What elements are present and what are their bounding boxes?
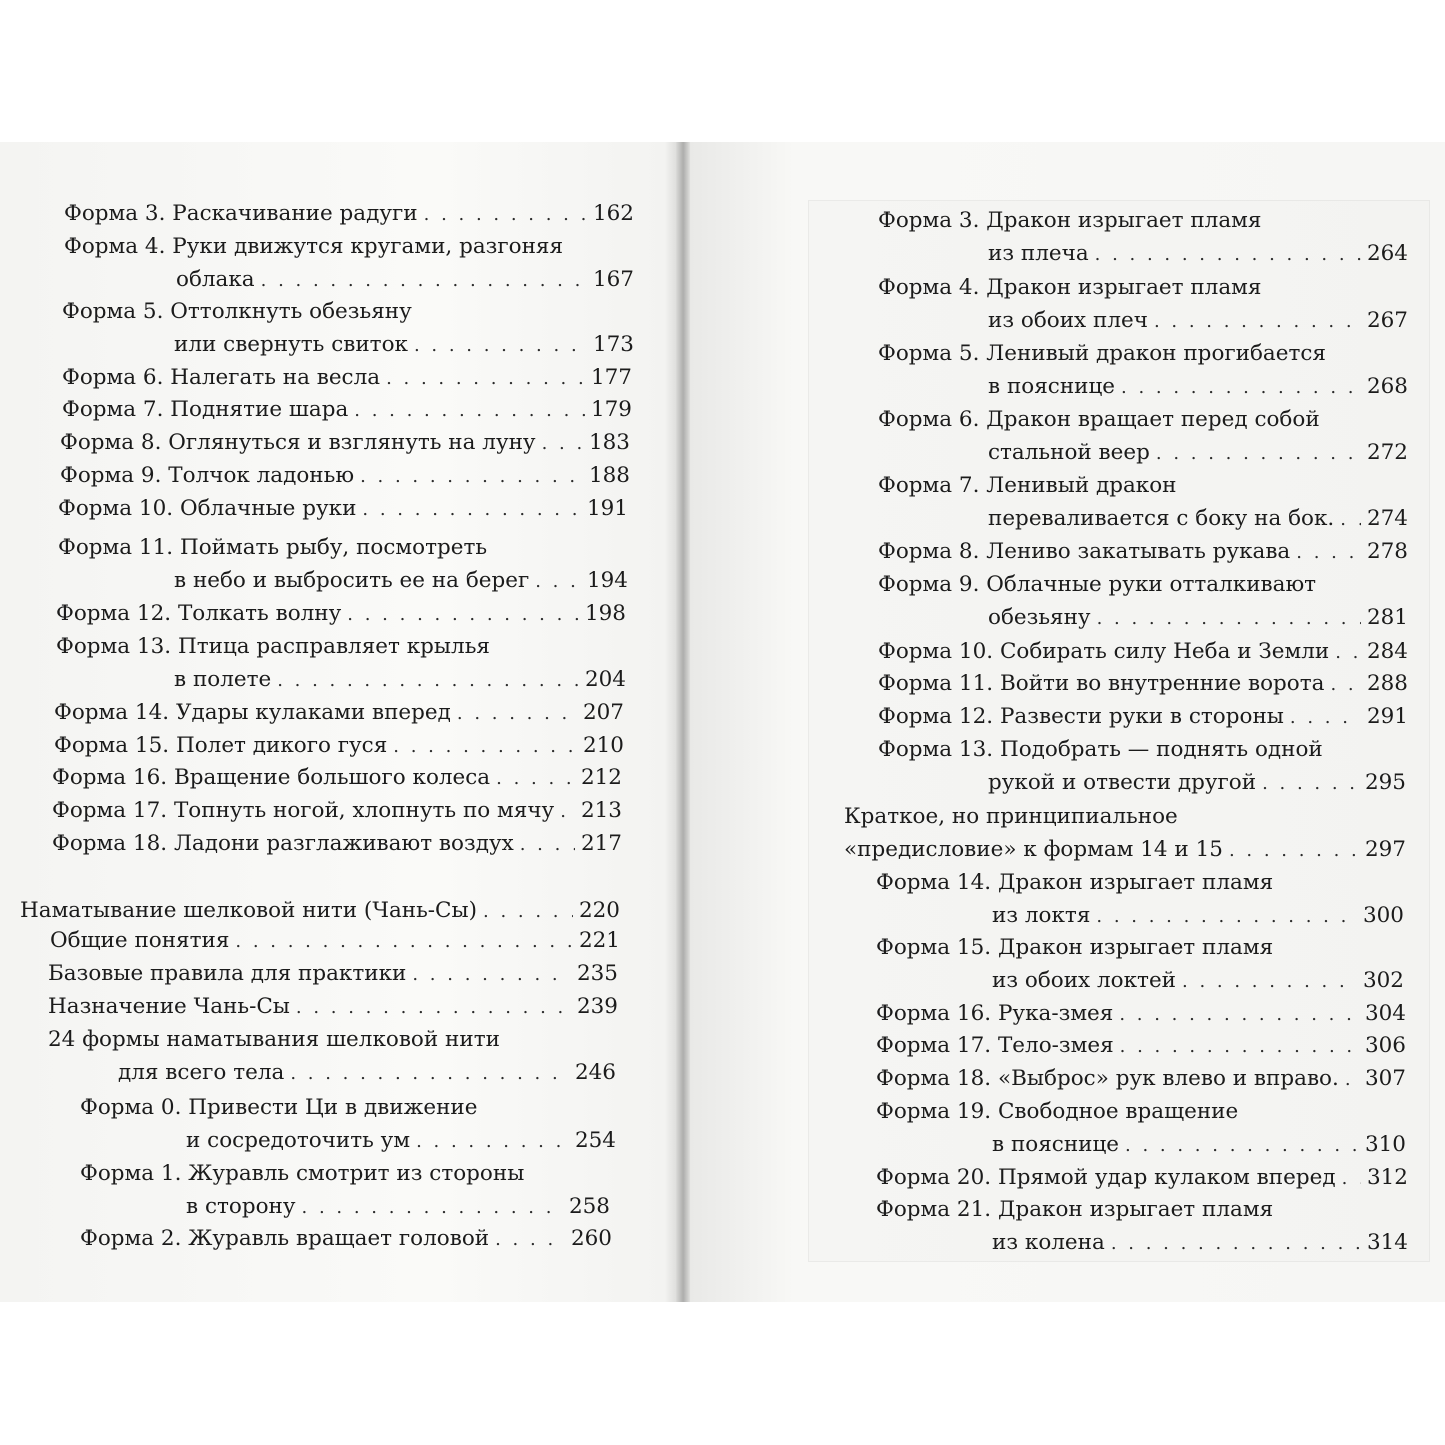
toc-entry-title — [58, 532, 487, 564]
toc-entry — [60, 460, 630, 493]
toc-entry-text: Назначение Чань-Сы — [48, 994, 290, 1019]
toc-entry-prefix: Форма 1. — [80, 1161, 189, 1186]
dot-leader — [1111, 1228, 1361, 1260]
toc-entry-text: Толкать волну — [177, 601, 342, 626]
toc-page-number: 267 — [1366, 307, 1408, 333]
toc-entry-title — [52, 762, 490, 794]
dot-leader — [354, 395, 585, 427]
toc-entry-prefix: Форма 8. — [60, 430, 169, 455]
toc-entry-title — [876, 1096, 1238, 1128]
toc-entry-title — [878, 205, 1261, 237]
dot-leader — [1330, 669, 1360, 701]
toc-entry-title-continued: в пояснице — [988, 373, 1116, 399]
toc-entry — [876, 1096, 1406, 1161]
toc-entry-text: Свободное вращение — [997, 1099, 1239, 1124]
dot-leader — [1335, 637, 1361, 669]
dot-leader — [457, 698, 577, 730]
toc-entry — [54, 697, 624, 730]
dot-leader — [1342, 1163, 1361, 1195]
dot-leader — [386, 363, 585, 395]
toc-entry-text: Подобрать — поднять одной — [999, 737, 1323, 762]
toc-entry-prefix: Форма 9. — [60, 463, 169, 488]
toc-entry — [56, 631, 626, 696]
toc-page-number: 254 — [574, 1127, 616, 1153]
toc-page-number: 288 — [1366, 671, 1408, 696]
toc-page-number: 188 — [588, 463, 630, 488]
toc-entry-title — [878, 734, 1323, 766]
toc-entry-prefix: Форма 7. — [878, 473, 987, 498]
toc-page-number: 162 — [592, 201, 634, 226]
toc-entry-prefix: Форма 2. — [80, 1226, 189, 1251]
dot-leader — [1121, 372, 1361, 404]
toc-page-number: 281 — [1366, 604, 1408, 630]
dot-leader — [1345, 1064, 1359, 1096]
toc-page-number: 179 — [590, 397, 632, 422]
toc-page-number: 183 — [588, 430, 630, 455]
toc-entry-text: Общие понятия — [50, 928, 230, 953]
toc-entry-title-continued: рукой и отвести другой — [988, 769, 1257, 795]
dot-leader — [1229, 835, 1359, 867]
toc-page-number: 278 — [1366, 539, 1408, 564]
toc-entry-title — [54, 730, 387, 762]
toc-entry-prefix: Форма 16. — [52, 765, 174, 790]
toc-entry-text: Толчок ладонью — [168, 463, 355, 488]
toc-entry — [60, 427, 630, 460]
toc-entry — [56, 598, 626, 631]
toc-entry-prefix: Форма 7. — [62, 397, 171, 422]
toc-entry-title — [878, 272, 1261, 304]
toc-entry-prefix: Форма 13. — [56, 634, 178, 659]
toc-entry-title — [48, 958, 406, 990]
book-gutter — [676, 142, 690, 1302]
toc-entry — [62, 296, 634, 361]
toc-entry — [878, 636, 1408, 669]
toc-entry — [58, 493, 628, 526]
toc-entry — [50, 925, 620, 958]
toc-page-number: 268 — [1366, 373, 1408, 399]
toc-entry-prefix: Форма 4. — [878, 275, 987, 300]
toc-entry-text: Оттолкнуть обезьяну — [170, 299, 412, 324]
toc-entry-title-continued: из локтя — [992, 902, 1091, 928]
toc-entry-title-continued: «предисловие» к формам 14 и 15 — [844, 836, 1223, 862]
toc-entry-text: Полет дикого гуся — [175, 733, 388, 758]
toc-entry — [62, 362, 632, 395]
toc-entry-title-continued: стальной веер — [988, 439, 1150, 465]
toc-entry-title — [844, 801, 1178, 833]
toc-entry-title — [878, 701, 1284, 733]
toc-page-number: 213 — [580, 798, 622, 823]
toc-entry-prefix: Форма 15. — [876, 935, 998, 960]
toc-entry — [52, 762, 622, 795]
toc-entry — [58, 532, 628, 597]
toc-entry-title — [876, 1162, 1336, 1194]
toc-entry-text: Базовые правила для практики — [48, 961, 407, 986]
toc-entry — [64, 231, 634, 296]
toc-entry-text: Рука-змея — [997, 1001, 1114, 1026]
toc-entry — [80, 1158, 610, 1223]
dot-leader — [424, 199, 587, 231]
toc-entry-title — [878, 470, 1177, 502]
toc-page-number: 173 — [592, 331, 634, 357]
toc-entry-prefix: Форма 12. — [56, 601, 178, 626]
toc-page-number: 274 — [1366, 505, 1408, 531]
toc-entry-text: 24 формы наматывания шелковой нити — [48, 1027, 500, 1052]
toc-entry-prefix: Форма 17. — [52, 798, 174, 823]
toc-entry-text: Птица расправляет крылья — [177, 634, 490, 659]
toc-entry — [878, 205, 1408, 270]
toc-entry-title — [878, 668, 1324, 700]
toc-entry-title — [48, 1024, 500, 1056]
dot-leader — [1154, 306, 1361, 338]
toc-entry-text: Привести Ци в движение — [188, 1095, 478, 1120]
toc-entry — [52, 828, 622, 861]
toc-entry — [876, 1194, 1408, 1259]
dot-leader — [1119, 999, 1359, 1031]
toc-entry-title — [62, 362, 380, 394]
toc-entry-title — [62, 296, 412, 328]
toc-entry-prefix: Форма 19. — [876, 1099, 998, 1124]
toc-entry — [48, 1024, 616, 1089]
toc-entry-prefix: Форма 21. — [876, 1197, 998, 1222]
toc-entry-title — [64, 198, 418, 230]
toc-entry-text: Раскачивание радуги — [172, 201, 418, 226]
toc-page-number: 260 — [570, 1226, 612, 1251]
toc-entry-title-continued: или свернуть свиток — [174, 331, 408, 357]
toc-entry-text: Лениво закатывать рукава — [986, 539, 1291, 564]
dot-leader — [496, 763, 575, 795]
toc-entry-title-continued: из плеча — [988, 240, 1089, 266]
toc-entry-text: Налегать на весла — [170, 365, 381, 390]
toc-entry-prefix: Форма 17. — [876, 1033, 998, 1058]
toc-entry-title — [56, 631, 490, 663]
toc-entry-title-continued: в сторону — [186, 1193, 296, 1219]
toc-entry-text: Руки движутся кругами, разгоняя — [172, 234, 564, 259]
dot-leader — [416, 1126, 569, 1158]
toc-entry-text: Оглянуться и взглянуть на луну — [168, 430, 536, 455]
dot-leader — [1156, 438, 1361, 470]
dot-leader — [277, 665, 579, 697]
toc-page-number: 295 — [1364, 769, 1406, 795]
toc-entry — [20, 895, 620, 928]
toc-entry-title — [876, 998, 1113, 1030]
toc-entry-prefix: Форма 9. — [878, 572, 987, 597]
toc-entry — [54, 730, 624, 763]
toc-entry-title — [60, 460, 354, 492]
toc-page-number: 221 — [578, 928, 620, 953]
dot-leader — [560, 796, 575, 828]
toc-entry-prefix: Форма 0. — [80, 1095, 189, 1120]
toc-entry-title-continued: в пояснице — [992, 1131, 1120, 1157]
toc-entry-title-continued: из колена — [992, 1229, 1105, 1255]
toc-entry-prefix: Форма 11. — [58, 535, 180, 560]
toc-page-number: 284 — [1366, 639, 1408, 664]
toc-entry-title — [80, 1092, 477, 1124]
toc-entry-title-continued: в небо и выбросить ее на берег — [174, 567, 530, 593]
toc-entry-prefix: Форма 10. — [58, 496, 180, 521]
toc-entry-prefix: Форма 14. — [54, 700, 176, 725]
toc-entry-prefix: Форма 14. — [876, 870, 998, 895]
toc-page-number: 217 — [580, 831, 622, 856]
toc-entry-text: Облачные руки — [179, 496, 357, 521]
toc-entry-text: Дракон изрыгает пламя — [997, 870, 1274, 895]
toc-page-number: 210 — [582, 733, 624, 758]
toc-entry-prefix: Форма 11. — [878, 671, 1000, 696]
toc-entry-title — [878, 338, 1326, 370]
toc-entry-title-continued: облака — [176, 266, 255, 292]
toc-entry-title — [878, 569, 1316, 601]
toc-entry — [878, 734, 1406, 799]
toc-entry-title-continued: переваливается с боку на бок. — [988, 505, 1335, 531]
toc-page-number: 191 — [586, 496, 628, 521]
toc-page-number: 198 — [584, 601, 626, 626]
toc-page-number: 167 — [592, 266, 634, 292]
toc-page-number: 306 — [1364, 1033, 1406, 1058]
toc-entry — [80, 1223, 612, 1256]
toc-entry-prefix: Форма 15. — [54, 733, 176, 758]
toc-entry-title-continued: из обоих локтей — [992, 967, 1176, 993]
toc-entry — [878, 701, 1408, 734]
dot-leader — [1262, 768, 1359, 800]
toc-entry-text: Топнуть ногой, хлопнуть по мячу — [173, 798, 555, 823]
toc-entry-title — [52, 828, 514, 860]
toc-entry-title — [876, 1063, 1339, 1095]
toc-page-number: 239 — [576, 994, 618, 1019]
toc-entry-title — [64, 231, 563, 263]
toc-entry-text: Журавль смотрит из стороны — [188, 1161, 525, 1186]
toc-entry-text: Дракон изрыгает пламя — [986, 208, 1262, 233]
dot-leader — [1290, 702, 1361, 734]
toc-entry — [64, 198, 634, 231]
toc-entry — [878, 404, 1408, 469]
dot-leader — [1097, 603, 1361, 635]
toc-entry-prefix: Форма 3. — [878, 208, 987, 233]
dot-leader — [302, 1192, 563, 1224]
toc-entry-text: Дракон изрыгает пламя — [997, 935, 1274, 960]
toc-entry-text: Ленивый дракон прогибается — [986, 341, 1326, 366]
toc-entry-text: Дракон вращает перед собой — [986, 407, 1320, 432]
toc-entry-prefix: Форма 4. — [64, 234, 173, 259]
toc-entry — [876, 867, 1404, 932]
toc-entry-title — [56, 598, 341, 630]
dot-leader — [1125, 1130, 1359, 1162]
toc-entry-title — [62, 394, 348, 426]
dot-leader — [290, 1058, 569, 1090]
dot-leader — [542, 428, 583, 460]
toc-page-number: 302 — [1362, 967, 1404, 993]
toc-page-number: 246 — [574, 1059, 616, 1085]
toc-entry-text: Наматывание шелковой нити (Чань-Сы) — [20, 898, 478, 923]
dot-leader — [1340, 504, 1361, 536]
toc-entry — [876, 1030, 1406, 1063]
dot-leader — [1182, 966, 1357, 998]
dot-leader — [412, 959, 571, 991]
toc-entry-prefix: Форма 12. — [878, 704, 1000, 729]
dot-leader — [362, 494, 581, 526]
dot-leader — [483, 896, 573, 928]
toc-entry — [878, 668, 1408, 701]
toc-entry-text: Дракон изрыгает пламя — [986, 275, 1262, 300]
toc-entry-prefix: Форма 3. — [64, 201, 173, 226]
toc-page-number: 220 — [578, 898, 620, 923]
dot-leader — [535, 566, 581, 598]
toc-entry-text: Войти во внутренние ворота — [999, 671, 1325, 696]
toc-entry-text: Вращение большого колеса — [173, 765, 491, 790]
toc-entry — [80, 1092, 616, 1157]
dot-leader — [393, 731, 577, 763]
toc-page-number: 204 — [584, 666, 626, 692]
toc-page-number: 297 — [1364, 836, 1406, 862]
toc-entry-prefix: Форма 18. — [52, 831, 174, 856]
toc-entry-title — [58, 493, 356, 525]
toc-entry-title-continued: в полете — [174, 666, 272, 692]
toc-entry-prefix: Форма 6. — [62, 365, 171, 390]
toc-entry-title — [876, 932, 1273, 964]
toc-entry-prefix: Форма 10. — [878, 639, 1000, 664]
toc-entry — [844, 801, 1406, 866]
dot-leader — [1095, 239, 1361, 271]
toc-entry-prefix: Форма 5. — [62, 299, 171, 324]
toc-entry-title — [50, 925, 229, 957]
toc-entry-text: Удары кулаками вперед — [175, 700, 451, 725]
toc-entry-title — [20, 895, 477, 927]
toc-entry-title — [48, 991, 290, 1023]
toc-entry-prefix: Форма 20. — [876, 1165, 998, 1190]
toc-entry — [62, 394, 632, 427]
toc-entry-text: Краткое, но принципиальное — [844, 804, 1178, 829]
toc-entry-prefix: Форма 18. — [876, 1066, 998, 1091]
toc-entry-title — [876, 1030, 1114, 1062]
dot-leader — [1120, 1031, 1359, 1063]
toc-entry-text: Развести руки в стороны — [999, 704, 1284, 729]
toc-entry-text: Тело-змея — [997, 1033, 1114, 1058]
toc-entry — [52, 795, 622, 828]
toc-page-number: 207 — [582, 700, 624, 725]
toc-page-number: 194 — [586, 567, 628, 593]
toc-page-number: 312 — [1366, 1165, 1408, 1190]
toc-entry-prefix: Форма 16. — [876, 1001, 998, 1026]
toc-entry-title — [54, 697, 451, 729]
toc-page-number: 310 — [1364, 1131, 1406, 1157]
toc-entry — [876, 932, 1404, 997]
toc-entry-text: Облачные руки отталкивают — [986, 572, 1317, 597]
toc-entry-text: Прямой удар кулаком вперед — [997, 1165, 1336, 1190]
toc-entry-text: Дракон изрыгает пламя — [997, 1197, 1274, 1222]
toc-page-number: 235 — [576, 961, 618, 986]
toc-entry — [876, 1063, 1406, 1096]
toc-entry-text: Поднятие шара — [170, 397, 349, 422]
dot-leader — [360, 461, 583, 493]
toc-page-number: 258 — [568, 1193, 610, 1219]
toc-entry-title — [878, 536, 1290, 568]
toc-entry — [878, 536, 1408, 569]
toc-entry-text: Журавль вращает головой — [188, 1226, 490, 1251]
toc-entry — [48, 991, 618, 1024]
toc-page-number: 300 — [1362, 902, 1404, 928]
toc-entry-prefix: Форма 6. — [878, 407, 987, 432]
toc-entry-title-continued: обезьяну — [988, 604, 1091, 630]
toc-page-number: 272 — [1366, 439, 1408, 465]
dot-leader — [495, 1224, 565, 1256]
toc-entry-title — [876, 867, 1273, 899]
toc-entry-prefix: Форма 13. — [878, 737, 1000, 762]
toc-entry-title — [60, 427, 536, 459]
dot-leader — [235, 926, 573, 958]
toc-page-number: 304 — [1364, 1001, 1406, 1026]
toc-entry-text: Поймать рыбу, посмотреть — [179, 535, 488, 560]
toc-entry-text: Ленивый дракон — [986, 473, 1177, 498]
toc-entry — [878, 338, 1408, 403]
toc-entry-title — [52, 795, 554, 827]
toc-entry — [878, 272, 1408, 337]
toc-entry-title — [878, 404, 1320, 436]
dot-leader — [261, 265, 587, 297]
toc-page-number: 264 — [1366, 240, 1408, 266]
dot-leader — [347, 599, 579, 631]
toc-page-number: 314 — [1366, 1229, 1408, 1255]
dot-leader — [1296, 537, 1361, 569]
toc-entry-title — [80, 1158, 524, 1190]
dot-leader — [414, 330, 587, 362]
toc-entry-title-continued: для всего тела — [118, 1059, 285, 1085]
toc-entry-title — [80, 1223, 489, 1255]
toc-entry — [878, 470, 1408, 535]
toc-entry — [876, 998, 1406, 1031]
toc-entry-title — [876, 1194, 1273, 1226]
dot-leader — [296, 992, 571, 1024]
toc-page-number: 177 — [590, 365, 632, 390]
toc-entry-prefix: Форма 8. — [878, 539, 987, 564]
toc-entry-text: «Выброс» рук влево и вправо. — [997, 1066, 1339, 1091]
toc-entry-title-continued: из обоих плеч — [988, 307, 1148, 333]
toc-entry — [876, 1162, 1408, 1195]
dot-leader — [520, 829, 575, 861]
toc-entry-text: Собирать силу Неба и Земли — [999, 639, 1330, 664]
toc-entry-title — [878, 636, 1329, 668]
toc-entry-text: Ладони разглаживают воздух — [173, 831, 514, 856]
toc-entry-prefix: Форма 5. — [878, 341, 987, 366]
toc-entry-title-continued: и сосредоточить ум — [186, 1127, 411, 1153]
toc-entry — [48, 958, 618, 991]
toc-entry — [878, 569, 1408, 634]
dot-leader — [1096, 901, 1357, 933]
toc-page-number: 307 — [1364, 1066, 1406, 1091]
toc-page-number: 291 — [1366, 704, 1408, 729]
toc-page-number: 212 — [580, 765, 622, 790]
